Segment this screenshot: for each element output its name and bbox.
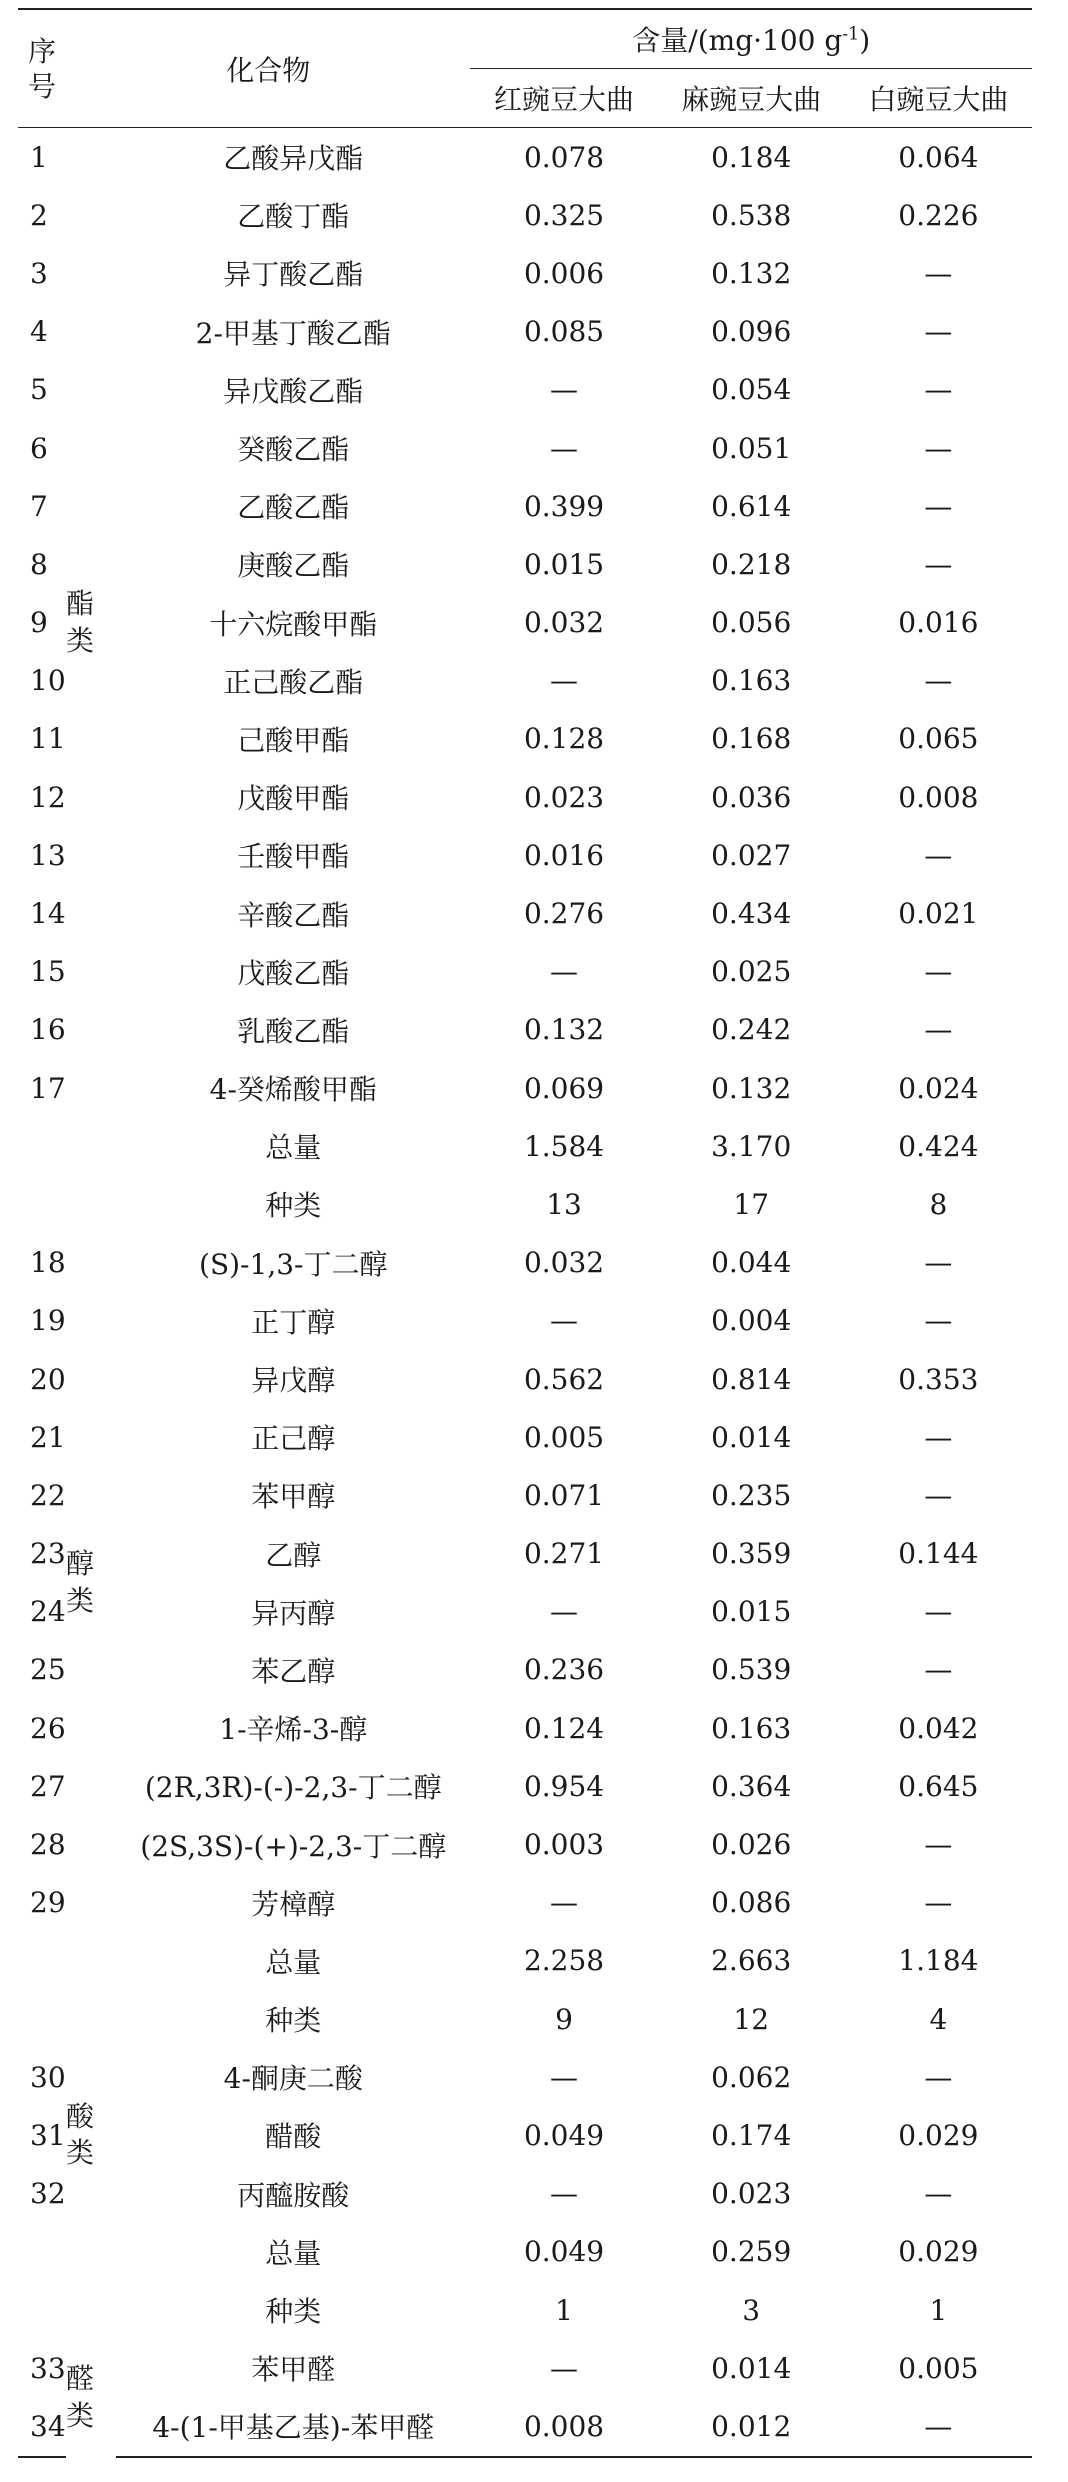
row-number: 20 bbox=[30, 1362, 66, 1396]
table-row bbox=[18, 710, 1032, 768]
content-value: — bbox=[924, 1653, 953, 1687]
content-value: 0.814 bbox=[711, 1362, 792, 1396]
total-row-value: 1.584 bbox=[523, 1129, 605, 1163]
content-value: — bbox=[924, 315, 953, 349]
seq-header bbox=[18, 9, 66, 128]
compound-name: (2R,3R)-(-)-2,3-丁二醇 bbox=[144, 1771, 442, 1805]
category-char-1: 醛 bbox=[66, 2362, 95, 2396]
content-value: — bbox=[924, 2177, 953, 2211]
total-row-value: 0.029 bbox=[898, 2235, 979, 2269]
table-row bbox=[18, 1699, 1032, 1757]
row-number: 32 bbox=[30, 2177, 66, 2211]
empty-cell bbox=[18, 1175, 66, 1233]
content-value: 0.005 bbox=[523, 1420, 605, 1454]
row-number: 8 bbox=[30, 547, 48, 581]
content-value: 0.954 bbox=[523, 1769, 605, 1803]
row-number: 9 bbox=[30, 606, 48, 640]
empty-cell bbox=[18, 2281, 66, 2339]
content-value: — bbox=[550, 431, 579, 465]
row-number: 13 bbox=[30, 838, 66, 872]
compound-name: 异丙醇 bbox=[251, 1596, 336, 1630]
category-label bbox=[66, 2048, 116, 2223]
table-row bbox=[18, 594, 1032, 652]
kinds-row-value: 8 bbox=[929, 1187, 948, 1221]
compound-name: 苯甲醇 bbox=[251, 1480, 336, 1514]
content-value: 0.085 bbox=[523, 315, 605, 349]
compound-name: 戊酸甲酯 bbox=[237, 782, 350, 816]
content-value: 0.434 bbox=[711, 897, 792, 931]
row-number: 2 bbox=[30, 198, 48, 232]
compound-name: 乙酸异戊酯 bbox=[223, 142, 364, 176]
row-number: 24 bbox=[30, 1595, 66, 1629]
content-value: — bbox=[550, 2177, 579, 2211]
kinds-row-label: 种类 bbox=[265, 2295, 322, 2329]
content-value: — bbox=[924, 1478, 953, 1512]
compound-name: (2S,3S)-(+)-2,3-丁二醇 bbox=[140, 1829, 447, 1863]
kinds-row bbox=[18, 1990, 1032, 2048]
content-value: 0.049 bbox=[523, 2118, 605, 2152]
content-value: 0.132 bbox=[711, 256, 792, 290]
category-char-1: 酸 bbox=[66, 2100, 95, 2134]
kinds-row-label: 种类 bbox=[265, 2004, 322, 2038]
content-value: 0.128 bbox=[523, 722, 605, 756]
content-value: — bbox=[550, 1595, 579, 1629]
content-value: — bbox=[924, 1304, 953, 1338]
content-value: 0.026 bbox=[711, 1828, 792, 1862]
table-row bbox=[18, 1641, 1032, 1699]
compound-name: 醋酸 bbox=[265, 2120, 322, 2154]
content-value: 0.163 bbox=[711, 664, 792, 698]
content-value: — bbox=[550, 1304, 579, 1338]
empty-cell bbox=[18, 1990, 66, 2048]
row-number: 31 bbox=[30, 2118, 66, 2152]
table-row bbox=[18, 1815, 1032, 1873]
content-value: 0.027 bbox=[711, 838, 792, 872]
compound-name: 2-甲基丁酸乙酯 bbox=[195, 316, 391, 350]
row-number: 26 bbox=[30, 1711, 66, 1745]
kinds-row-value: 3 bbox=[742, 2293, 761, 2327]
content-value: 0.054 bbox=[711, 373, 792, 407]
row-number: 19 bbox=[30, 1304, 66, 1338]
compound-header: 化合物 bbox=[66, 9, 470, 128]
compound-name: 正己酸乙酯 bbox=[223, 665, 364, 699]
col-header-spotted: 麻豌豆大曲 bbox=[658, 69, 845, 128]
compound-name: 正己醇 bbox=[251, 1422, 336, 1456]
content-value: 0.008 bbox=[898, 780, 979, 814]
table-row bbox=[18, 1408, 1032, 1466]
compound-name: 乙酸乙酯 bbox=[237, 491, 350, 525]
row-number: 34 bbox=[18, 2397, 66, 2456]
category-char-2: 类 bbox=[66, 2136, 95, 2170]
table-row bbox=[18, 2106, 1032, 2164]
table-row bbox=[18, 1757, 1032, 1815]
compound-name: 异戊醇 bbox=[251, 1364, 336, 1398]
content-value: — bbox=[550, 2060, 579, 2094]
content-value: 0.036 bbox=[711, 780, 792, 814]
total-row-label: 总量 bbox=[265, 1945, 322, 1979]
table-row bbox=[18, 2048, 1032, 2106]
compound-content-table bbox=[18, 8, 1032, 2458]
compound-name: 异戊酸乙酯 bbox=[223, 374, 364, 408]
content-value: 0.562 bbox=[523, 1362, 605, 1396]
compound-name: 异丁酸乙酯 bbox=[223, 258, 364, 292]
row-number: 25 bbox=[30, 1653, 66, 1687]
table-row bbox=[18, 244, 1032, 302]
compound-name: 1-辛烯-3-醇 bbox=[219, 1713, 368, 1747]
total-row-value: 0.049 bbox=[523, 2235, 605, 2269]
content-value: — bbox=[924, 838, 953, 872]
content-value: 0.399 bbox=[523, 489, 605, 523]
row-number: 3 bbox=[30, 256, 48, 290]
content-value: 0.086 bbox=[711, 1886, 792, 1920]
col-header-red: 红豌豆大曲 bbox=[470, 69, 657, 128]
seq-header-line2: 号 bbox=[28, 69, 57, 103]
table-row bbox=[18, 303, 1032, 361]
compound-name: 正丁醇 bbox=[251, 1305, 336, 1339]
content-value: 0.226 bbox=[898, 198, 979, 232]
total-row bbox=[18, 1932, 1032, 1990]
kinds-row-value: 13 bbox=[546, 1187, 582, 1221]
content-value: — bbox=[550, 2351, 579, 2385]
content-value: 0.144 bbox=[898, 1537, 979, 1571]
empty-cell bbox=[18, 1932, 66, 1990]
category-char-2: 类 bbox=[66, 623, 95, 657]
content-value: 0.539 bbox=[711, 1653, 792, 1687]
category-char-2: 类 bbox=[66, 2398, 95, 2432]
content-value: 0.096 bbox=[711, 315, 792, 349]
row-number: 1 bbox=[30, 140, 48, 174]
kinds-row-label: 种类 bbox=[265, 1189, 322, 1223]
content-value: 0.364 bbox=[711, 1769, 792, 1803]
table-row bbox=[18, 884, 1032, 942]
content-value: 0.078 bbox=[523, 140, 605, 174]
compound-name: 苯乙醇 bbox=[251, 1654, 336, 1688]
content-value: 0.015 bbox=[711, 1595, 792, 1629]
compound-name: 丙醯胺酸 bbox=[237, 2178, 350, 2212]
content-value: 0.168 bbox=[711, 722, 792, 756]
total-row bbox=[18, 1117, 1032, 1175]
total-row-label: 总量 bbox=[265, 1131, 322, 1165]
content-value: 0.184 bbox=[711, 140, 792, 174]
category-label bbox=[66, 128, 116, 1118]
content-value: — bbox=[924, 1595, 953, 1629]
content-value: — bbox=[924, 1828, 953, 1862]
table-row bbox=[18, 186, 1032, 244]
content-value: — bbox=[924, 1886, 953, 1920]
row-number: 23 bbox=[30, 1537, 66, 1571]
content-value: 0.032 bbox=[523, 606, 605, 640]
content-value: 0.014 bbox=[711, 1420, 792, 1454]
table-row bbox=[18, 652, 1032, 710]
row-number: 27 bbox=[30, 1769, 66, 1803]
table-body bbox=[18, 128, 1032, 2457]
content-value: 0.174 bbox=[711, 2118, 792, 2152]
content-value: 0.016 bbox=[523, 838, 605, 872]
row-number: 30 bbox=[30, 2060, 66, 2094]
compound-name: 十六烷酸甲酯 bbox=[209, 607, 378, 641]
compound-name: 4-酮庚二酸 bbox=[223, 2062, 363, 2096]
content-value: 0.029 bbox=[898, 2118, 979, 2152]
kinds-row-value: 9 bbox=[555, 2002, 573, 2036]
content-value: — bbox=[924, 256, 953, 290]
empty-cell bbox=[18, 2223, 66, 2281]
content-value: 0.218 bbox=[711, 547, 792, 581]
row-number: 18 bbox=[30, 1246, 66, 1280]
content-value: 0.359 bbox=[711, 1537, 792, 1571]
content-value: 0.235 bbox=[711, 1478, 792, 1512]
content-value: — bbox=[550, 373, 579, 407]
content-value: 0.325 bbox=[523, 198, 605, 232]
content-value: 0.015 bbox=[523, 547, 605, 581]
table-row bbox=[18, 2397, 1032, 2456]
content-value: 0.062 bbox=[711, 2060, 792, 2094]
content-value: 0.236 bbox=[523, 1653, 605, 1687]
content-value: — bbox=[924, 547, 953, 581]
content-value: 0.006 bbox=[523, 256, 605, 290]
row-number: 7 bbox=[30, 489, 48, 523]
row-number: 21 bbox=[30, 1420, 66, 1454]
content-header bbox=[470, 9, 1032, 69]
row-number: 5 bbox=[30, 373, 48, 407]
table-row bbox=[18, 1525, 1032, 1583]
compound-name: 戊酸乙酯 bbox=[237, 956, 350, 990]
category-char-2: 类 bbox=[66, 1583, 95, 1617]
row-number: 12 bbox=[30, 780, 66, 814]
total-row-value: 0.259 bbox=[711, 2235, 792, 2269]
table-row bbox=[18, 361, 1032, 419]
seq-header-line1: 序 bbox=[28, 34, 57, 68]
compound-name: (S)-1,3-丁二醇 bbox=[199, 1247, 388, 1281]
col-header-white: 白豌豆大曲 bbox=[845, 69, 1032, 128]
empty-cell bbox=[66, 2223, 116, 2281]
row-number: 16 bbox=[30, 1013, 66, 1047]
kinds-row-value: 4 bbox=[929, 2002, 948, 2036]
content-value: 0.014 bbox=[711, 2351, 792, 2385]
content-value: 0.271 bbox=[523, 1537, 605, 1571]
content-value: — bbox=[924, 2060, 953, 2094]
content-value: 0.023 bbox=[523, 780, 605, 814]
content-value: 0.003 bbox=[523, 1828, 605, 1862]
compound-name: 庚酸乙酯 bbox=[237, 549, 350, 583]
row-number: 11 bbox=[30, 722, 66, 756]
row-number: 33 bbox=[30, 2351, 66, 2385]
category-char-1: 醇 bbox=[66, 1547, 95, 1581]
content-value: 0.012 bbox=[658, 2397, 845, 2456]
table-row bbox=[18, 1466, 1032, 1524]
kinds-row bbox=[18, 2281, 1032, 2339]
compound-name: 辛酸乙酯 bbox=[237, 898, 350, 932]
content-value: 0.056 bbox=[711, 606, 792, 640]
content-value: — bbox=[924, 1246, 953, 1280]
content-value: — bbox=[924, 431, 953, 465]
table-row bbox=[18, 1001, 1032, 1059]
compound-name: 苯甲醛 bbox=[251, 2353, 336, 2387]
empty-cell bbox=[18, 1117, 66, 1175]
kinds-row-value: 12 bbox=[733, 2002, 770, 2036]
table-row bbox=[18, 1350, 1032, 1408]
content-value: 0.025 bbox=[711, 955, 792, 989]
compound-name: 4-癸烯酸甲酯 bbox=[209, 1073, 377, 1107]
total-row-value: 0.424 bbox=[898, 1129, 979, 1163]
row-number: 15 bbox=[30, 955, 66, 989]
content-value: 0.023 bbox=[711, 2177, 792, 2211]
table-row bbox=[18, 128, 1032, 187]
table-row bbox=[18, 477, 1032, 535]
content-value: 0.044 bbox=[711, 1246, 792, 1280]
table-row bbox=[18, 1583, 1032, 1641]
compound-name: 乙酸丁酯 bbox=[237, 200, 350, 234]
content-value: — bbox=[550, 955, 579, 989]
category-label bbox=[66, 1234, 116, 1932]
content-value: — bbox=[924, 489, 953, 523]
content-value: 0.163 bbox=[711, 1711, 792, 1745]
content-value: — bbox=[550, 1886, 579, 1920]
table-row bbox=[18, 1234, 1032, 1292]
total-row-value: 3.170 bbox=[711, 1129, 792, 1163]
row-number: 28 bbox=[30, 1828, 66, 1862]
table-row bbox=[18, 1059, 1032, 1117]
table-row bbox=[18, 1874, 1032, 1932]
empty-cell bbox=[66, 1932, 116, 1990]
content-value: 0.538 bbox=[711, 198, 792, 232]
row-number: 6 bbox=[30, 431, 48, 465]
content-value: 0.069 bbox=[523, 1071, 605, 1105]
total-row-label: 总量 bbox=[265, 2236, 322, 2270]
content-value: 0.005 bbox=[898, 2351, 979, 2385]
total-row-value: 2.258 bbox=[523, 1944, 605, 1978]
content-value: 0.276 bbox=[523, 897, 605, 931]
content-value: 0.124 bbox=[523, 1711, 605, 1745]
content-header-tail: ) bbox=[859, 24, 871, 57]
content-value: 0.021 bbox=[898, 897, 979, 931]
kinds-row-value: 1 bbox=[555, 2293, 573, 2327]
total-row-value: 2.663 bbox=[711, 1944, 792, 1978]
category-char-1: 酯 bbox=[66, 587, 95, 621]
content-value: 0.614 bbox=[711, 489, 792, 523]
row-number: 14 bbox=[30, 897, 66, 931]
table-row bbox=[18, 768, 1032, 826]
content-value: 0.242 bbox=[711, 1013, 792, 1047]
table-row bbox=[18, 826, 1032, 884]
row-number: 10 bbox=[30, 664, 66, 698]
kinds-row-value: 1 bbox=[929, 2293, 948, 2327]
content-value: — bbox=[550, 664, 579, 698]
content-value: 0.064 bbox=[898, 140, 979, 174]
compound-name: 乙醇 bbox=[265, 1538, 322, 1572]
content-value: 0.016 bbox=[898, 606, 979, 640]
empty-cell bbox=[66, 1990, 116, 2048]
content-value: 0.645 bbox=[898, 1769, 979, 1803]
table-row bbox=[18, 943, 1032, 1001]
content-value: 0.032 bbox=[523, 1246, 605, 1280]
empty-cell bbox=[66, 1117, 116, 1175]
content-header-sup: -1 bbox=[842, 24, 860, 45]
table-row bbox=[18, 535, 1032, 593]
total-row bbox=[18, 2223, 1032, 2281]
compound-name: 乳酸乙酯 bbox=[237, 1014, 350, 1048]
row-number: 17 bbox=[30, 1071, 66, 1105]
content-value: 0.042 bbox=[898, 1711, 979, 1745]
row-number: 29 bbox=[30, 1886, 66, 1920]
content-value: 0.065 bbox=[898, 722, 979, 756]
kinds-row bbox=[18, 1175, 1032, 1233]
content-value: — bbox=[924, 664, 953, 698]
header-row-1 bbox=[18, 9, 1032, 69]
compound-name: 4-(1-甲基乙基)-苯甲醛 bbox=[116, 2397, 470, 2456]
content-value: — bbox=[845, 2397, 1032, 2456]
content-value: 0.132 bbox=[523, 1013, 605, 1047]
kinds-row-value: 17 bbox=[733, 1187, 770, 1221]
content-value: — bbox=[924, 373, 953, 407]
table-row bbox=[18, 2339, 1032, 2397]
category-label bbox=[66, 2339, 116, 2456]
table-row bbox=[18, 2165, 1032, 2223]
compound-name: 己酸甲酯 bbox=[237, 723, 350, 757]
compound-name: 壬酸甲酯 bbox=[237, 840, 350, 874]
content-value: 0.051 bbox=[711, 431, 792, 465]
content-value: 0.004 bbox=[711, 1304, 792, 1338]
content-value: — bbox=[924, 955, 953, 989]
content-value: — bbox=[924, 1013, 953, 1047]
content-value: 0.353 bbox=[898, 1362, 979, 1396]
total-row-value: 1.184 bbox=[898, 1944, 979, 1978]
compound-name: 癸酸乙酯 bbox=[237, 433, 350, 467]
content-header-text: 含量/(mg·100 g bbox=[632, 24, 843, 57]
content-value: 0.024 bbox=[898, 1071, 979, 1105]
content-value: 0.071 bbox=[523, 1478, 605, 1512]
compound-name: 芳樟醇 bbox=[251, 1887, 336, 1921]
table-row bbox=[18, 419, 1032, 477]
content-value: 0.008 bbox=[470, 2397, 657, 2456]
row-number: 22 bbox=[30, 1478, 66, 1512]
row-number: 4 bbox=[30, 315, 48, 349]
empty-cell bbox=[66, 1175, 116, 1233]
empty-cell bbox=[66, 2281, 116, 2339]
content-value: 0.132 bbox=[711, 1071, 792, 1105]
content-value: — bbox=[924, 1420, 953, 1454]
table-row bbox=[18, 1292, 1032, 1350]
